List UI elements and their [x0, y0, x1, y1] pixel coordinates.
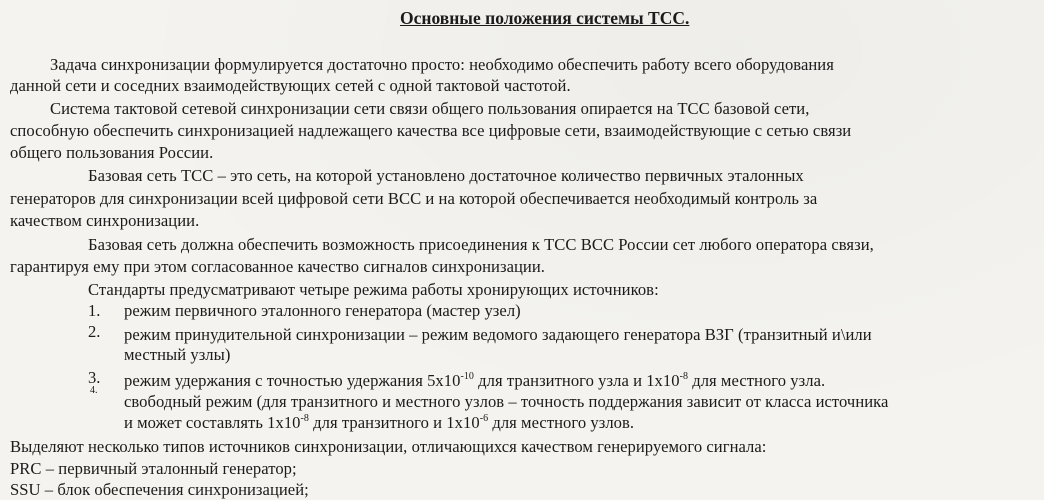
- list-item-4-exponent-1: -8: [300, 413, 309, 424]
- paragraph-4-line-1: Базовая сеть должна обеспечить возможность присоединения к ТСС ВСС России сет любого оператора связи,: [88, 235, 874, 254]
- list-item-4-exponent-2: -6: [479, 413, 489, 424]
- list-item-3-text-b: для транзитного узла и 1x10: [473, 371, 680, 390]
- list-item-3-exponent-1: -10: [460, 371, 474, 382]
- list-number-2: 2.: [88, 322, 101, 341]
- list-item-4-line-2: [124, 413, 634, 433]
- paragraph-6: Выделяют несколько типов источников синхронизации, отличающихся качеством генерируемого сигнала:: [10, 437, 767, 456]
- list-item-4-text-c: для местного узлов.: [488, 413, 635, 432]
- list-item-3-text-c: для местного узла.: [688, 371, 826, 390]
- list-number-3: 3.: [88, 368, 101, 387]
- list-item-4-line-1: свободный режим (для транзитного и местного узлов – точность поддержания зависит от класса источника: [124, 392, 889, 411]
- list-item-4-text-b: для транзитного и 1x10: [308, 413, 480, 432]
- paragraph-2-line-2: способную обеспечить синхронизацией надлежащего качества все цифровые сети, взаимодействующие с сетью связи: [10, 121, 852, 140]
- ssu-definition: SSU – блок обеспечения синхронизацией;: [10, 480, 309, 499]
- prc-definition: PRC – первичный эталонный генератор;: [10, 459, 297, 478]
- paragraph-1-line-1: Задача синхронизации формулируется достаточно просто: необходимо обеспечить работу всего оборудования: [50, 55, 834, 74]
- paragraph-4-line-2: гарантируя ему при этом согласованное качество сигналов синхронизации.: [10, 257, 545, 276]
- page-title: Основные положения системы ТСС.: [400, 8, 690, 28]
- paragraph-2-line-1: Система тактовой сетевой синхронизации сети связи общего пользования опирается на ТСС базовой сети,: [50, 99, 810, 118]
- paragraph-3-line-2: генераторов для синхронизации всей цифровой сети ВСС и на которой обеспечивается необходимый контроль за: [10, 189, 818, 208]
- list-item-3-text-a: режим удержания с точностью удержания 5x10: [124, 371, 461, 390]
- list-item-2-line-1: режим принудительной синхронизации – режим ведомого задающего генератора ВЗГ (транзитный и\или: [124, 325, 872, 344]
- paragraph-1-line-2: данной сети и соседних взаимодействующих сетей с одной тактовой частотой.: [10, 76, 571, 95]
- list-number-4: 4.: [90, 385, 98, 396]
- list-item-3: [124, 371, 825, 391]
- paragraph-3-line-3: качеством синхронизации.: [10, 211, 200, 230]
- list-item-3-exponent-2: -8: [679, 371, 689, 382]
- paragraph-5: Стандарты предусматривают четыре режима работы хронирующих источников:: [88, 280, 659, 299]
- list-item-1: режим первичного эталонного генератора (мастер узел): [124, 301, 521, 320]
- list-number-1: 1.: [88, 301, 101, 320]
- paragraph-2-line-3: общего пользования России.: [10, 143, 214, 162]
- list-item-2-line-2: местный узлы): [124, 345, 231, 364]
- paragraph-3-line-1: Базовая сеть ТСС – это сеть, на которой установлено достаточное количество первичных эталонных: [88, 166, 804, 185]
- list-item-4-text-a: и может составлять 1x10: [124, 413, 301, 432]
